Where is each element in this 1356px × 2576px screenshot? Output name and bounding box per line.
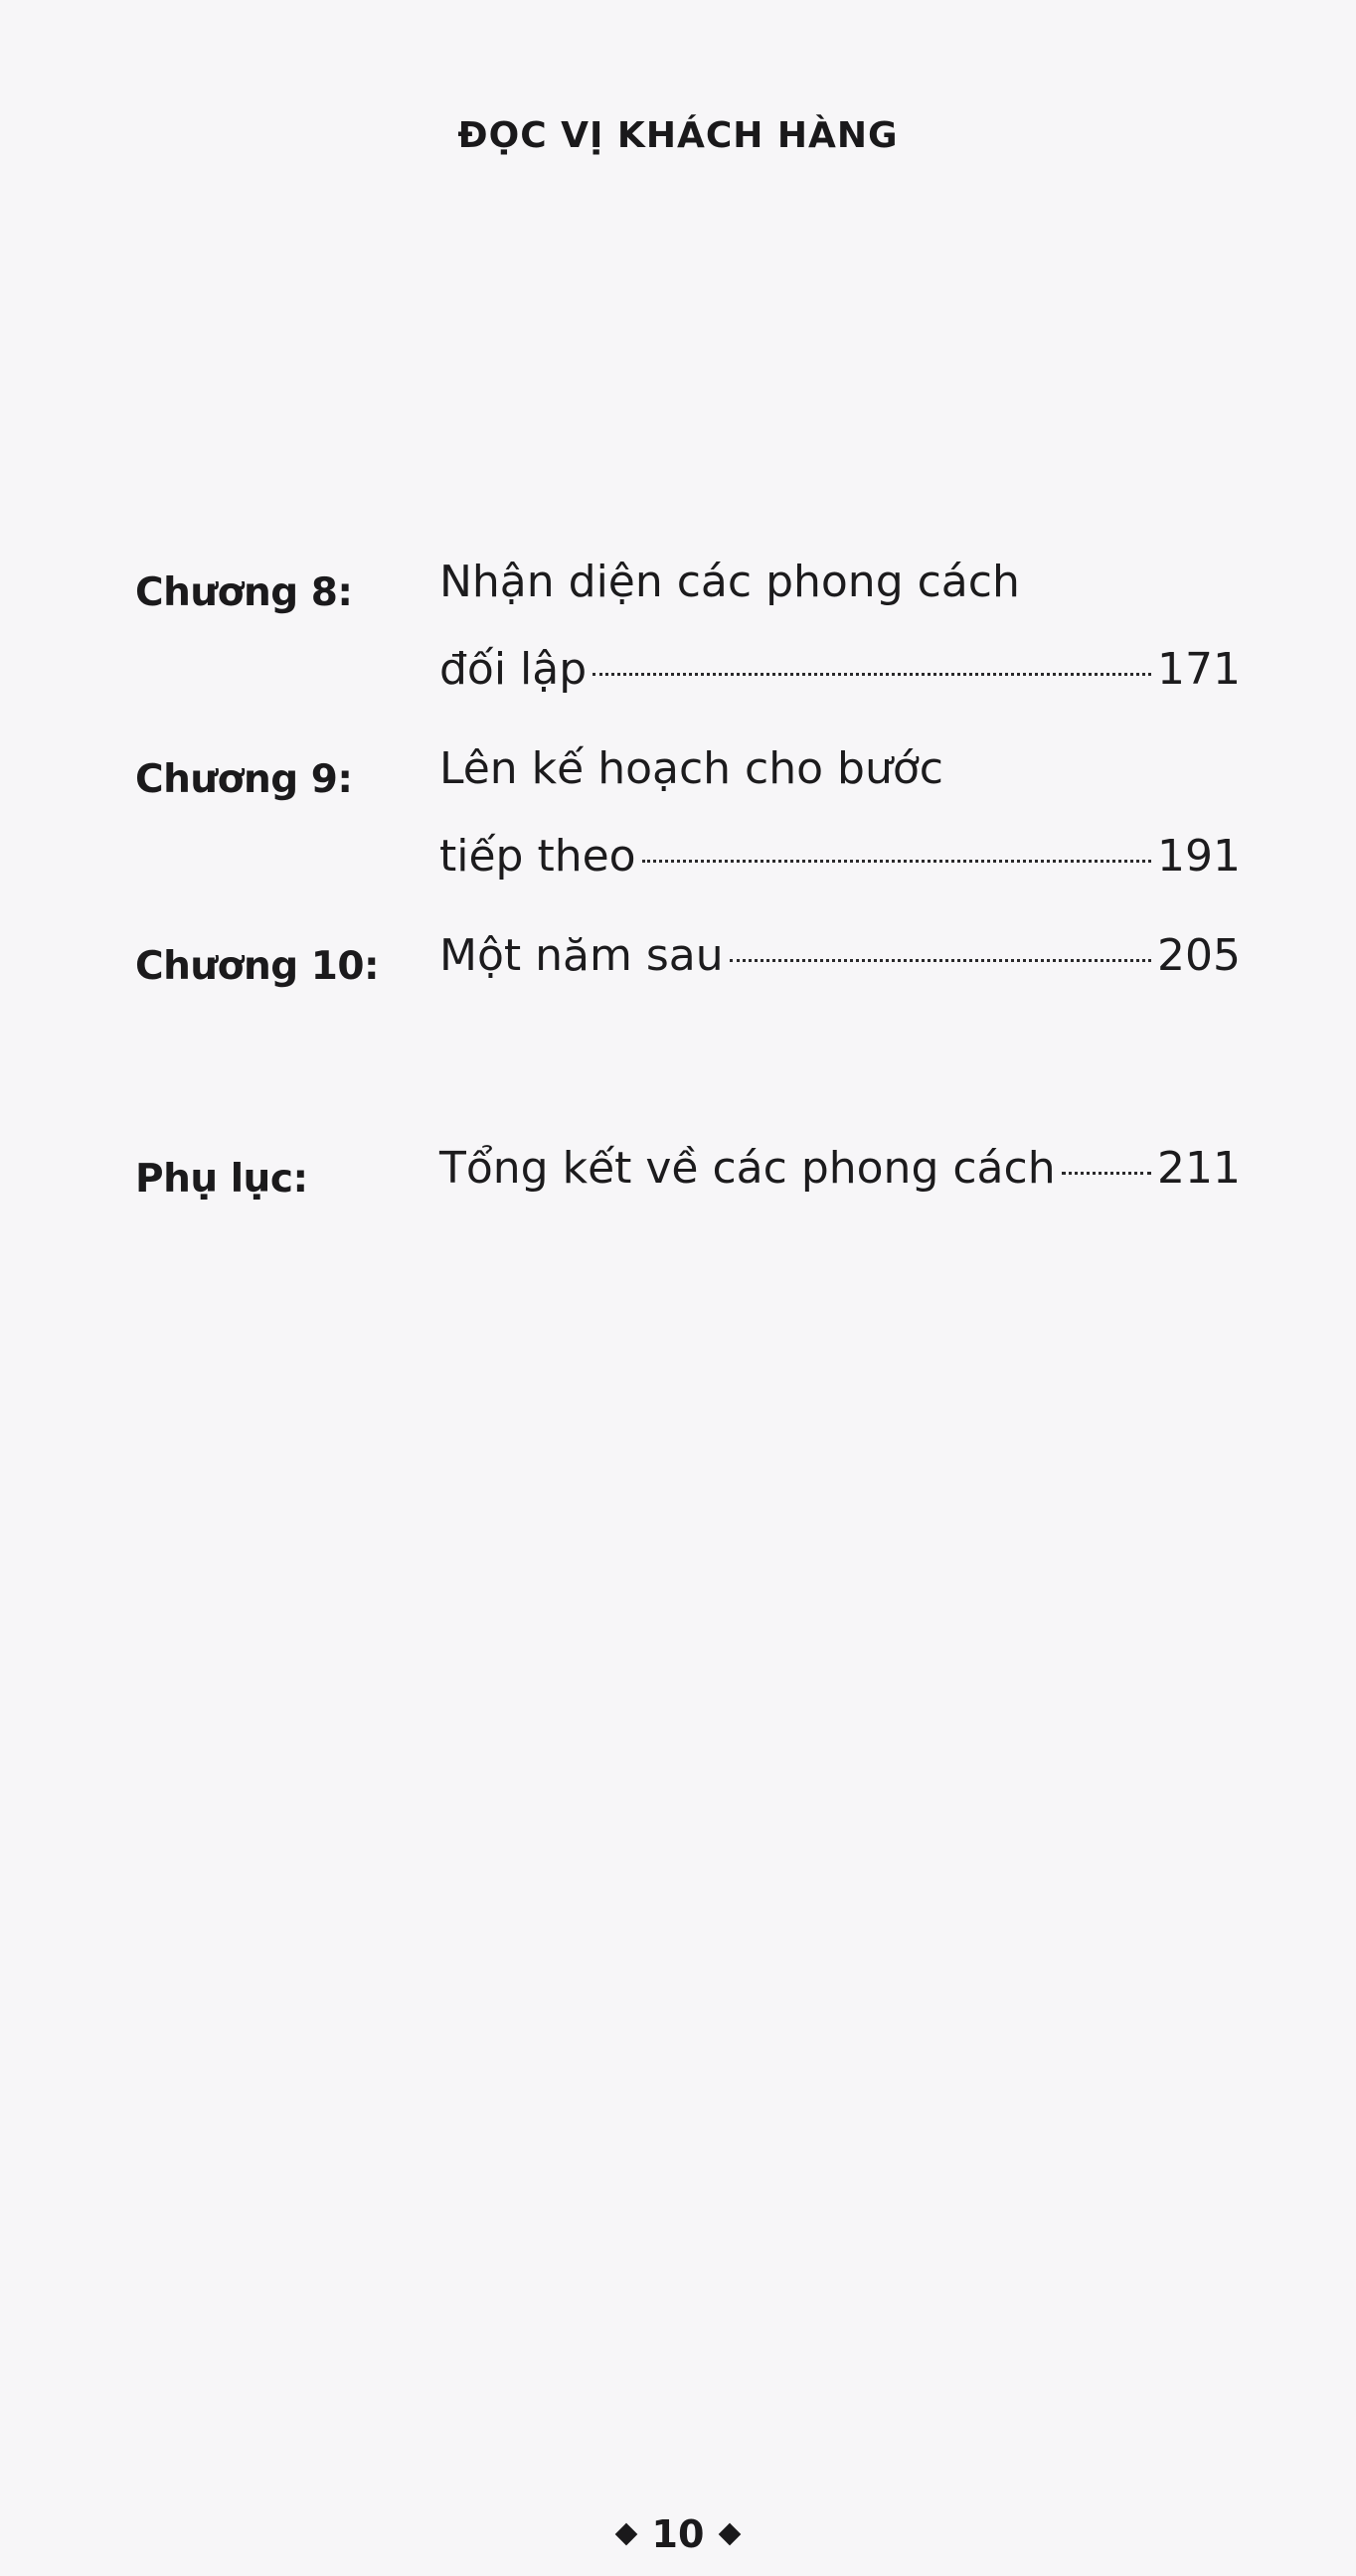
chapter-title: Nhận diện các phong cách <box>439 557 1020 607</box>
dot-leader <box>730 959 1151 962</box>
chapter-label: Chương 10: <box>135 944 380 989</box>
dot-leader <box>593 673 1151 676</box>
page-ref: 205 <box>1157 930 1241 981</box>
chapter-title: Một năm sau <box>439 930 724 981</box>
toc-leader-line <box>439 930 1241 981</box>
dot-leader <box>642 860 1151 863</box>
chapter-label: Chương 8: <box>135 570 353 615</box>
chapter-title-continued: tiếp theo <box>439 831 636 882</box>
diamond-ornament-icon <box>719 2523 742 2546</box>
running-header: ĐỌC VỊ KHÁCH HÀNG <box>457 115 899 156</box>
chapter-title: Lên kế hoạch cho bước <box>439 743 943 794</box>
appendix-label: Phụ lục: <box>135 1157 308 1202</box>
toc-leader-line <box>439 644 1241 695</box>
page-footer <box>0 2512 1356 2556</box>
page-ref: 211 <box>1157 1143 1241 1194</box>
page-ref: 171 <box>1157 644 1241 695</box>
dot-leader <box>1062 1172 1151 1175</box>
toc-leader-line <box>439 1143 1241 1194</box>
page-ref: 191 <box>1157 831 1241 882</box>
page-number: 10 <box>651 2512 705 2556</box>
chapter-label: Chương 9: <box>135 757 353 802</box>
toc-leader-line <box>439 831 1241 882</box>
appendix-title: Tổng kết về các phong cách <box>439 1143 1056 1194</box>
chapter-title-continued: đối lập <box>439 644 588 695</box>
diamond-ornament-icon <box>614 2523 637 2546</box>
